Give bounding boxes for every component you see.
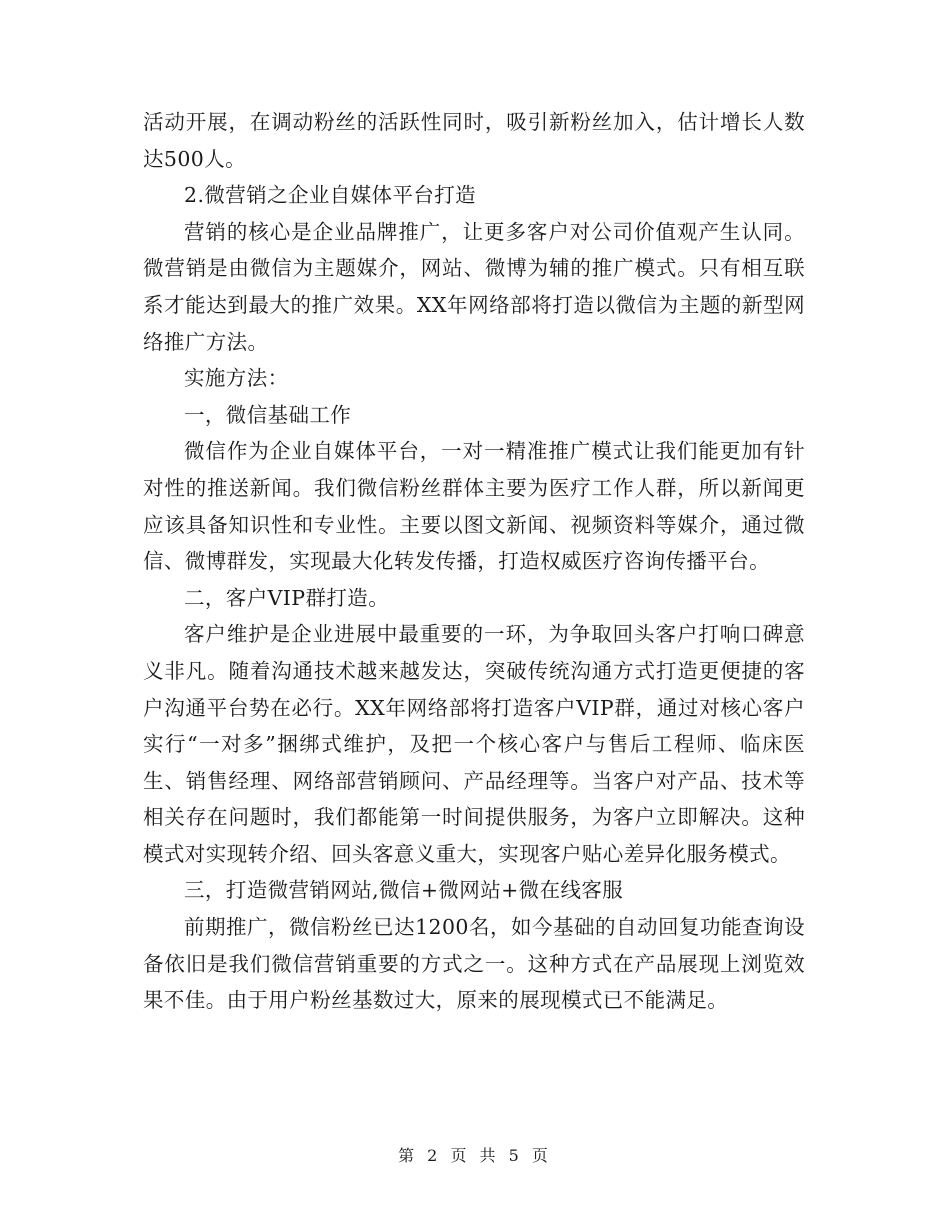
paragraph-wechat-media: 微信作为企业自媒体平台，一对一精准推广模式让我们能更加有针对性的推送新闻。我们微信粉丝群体主要为医疗工作人群，所以新闻更应该具备知识性和专业性。主要以图文新闻、视频资料等媒介，通过微信、微博群发，实现最大化转发传播，打造权威医疗咨询传播平台。 bbox=[143, 439, 805, 574]
subheading-wechat-basics: 一，微信基础工作 bbox=[184, 402, 352, 427]
document-body bbox=[143, 104, 805, 1019]
section-heading-weimarketing-platform: 2.微营销之企业自媒体平台打造 bbox=[184, 183, 477, 208]
paragraph-early-promotion: 前期推广，微信粉丝已达1200名，如今基础的自动回复功能查询设备依旧是我们微信营销重要的方式之一。这种方式在产品展现上浏览效果不佳。由于用户粉丝基数过大，原来的展现模式已不能满足。 bbox=[143, 915, 805, 1013]
paragraph-marketing-core: 营销的核心是企业品牌推广，让更多客户对公司价值观产生认同。微营销是由微信为主题媒介，网站、微博为辅的推广模式。只有相互联系才能达到最大的推广效果。XX年网络部将打造以微信为主题的新型网络推广方法。 bbox=[143, 219, 805, 354]
paragraph-customer-maintenance: 客户维护是企业进展中最重要的一环，为争取回头客户打响口碑意义非凡。随着沟通技术越来越发达，突破传统沟通方式打造更便捷的客户沟通平台势在必行。XX年网络部将打造客户VIP群，通过对核心客户实行“一对多”捆绑式维护，及把一个核心客户与售后工程师、临床医生、销售经理、网络部营销顾问、产品经理等。当客户对产品、技术等相关存在问题时，我们都能第一时间提供服务，为客户立即解决。这种模式对实现转介绍、回头客意义重大，实现客户贴心差异化服务模式。 bbox=[143, 622, 805, 866]
paragraph-continuation: 活动开展，在调动粉丝的活跃性同时，吸引新粉丝加入，估计增长人数达500人。 bbox=[143, 110, 805, 171]
page-footer-number: 第 2 页 共 5 页 bbox=[398, 1146, 552, 1165]
label-implementation-method: 实施方法： bbox=[184, 366, 289, 391]
subheading-micro-site: 三，打造微营销网站,微信+微网站+微在线客服 bbox=[184, 878, 624, 903]
subheading-vip-group: 二，客户VIP群打造。 bbox=[184, 585, 390, 610]
